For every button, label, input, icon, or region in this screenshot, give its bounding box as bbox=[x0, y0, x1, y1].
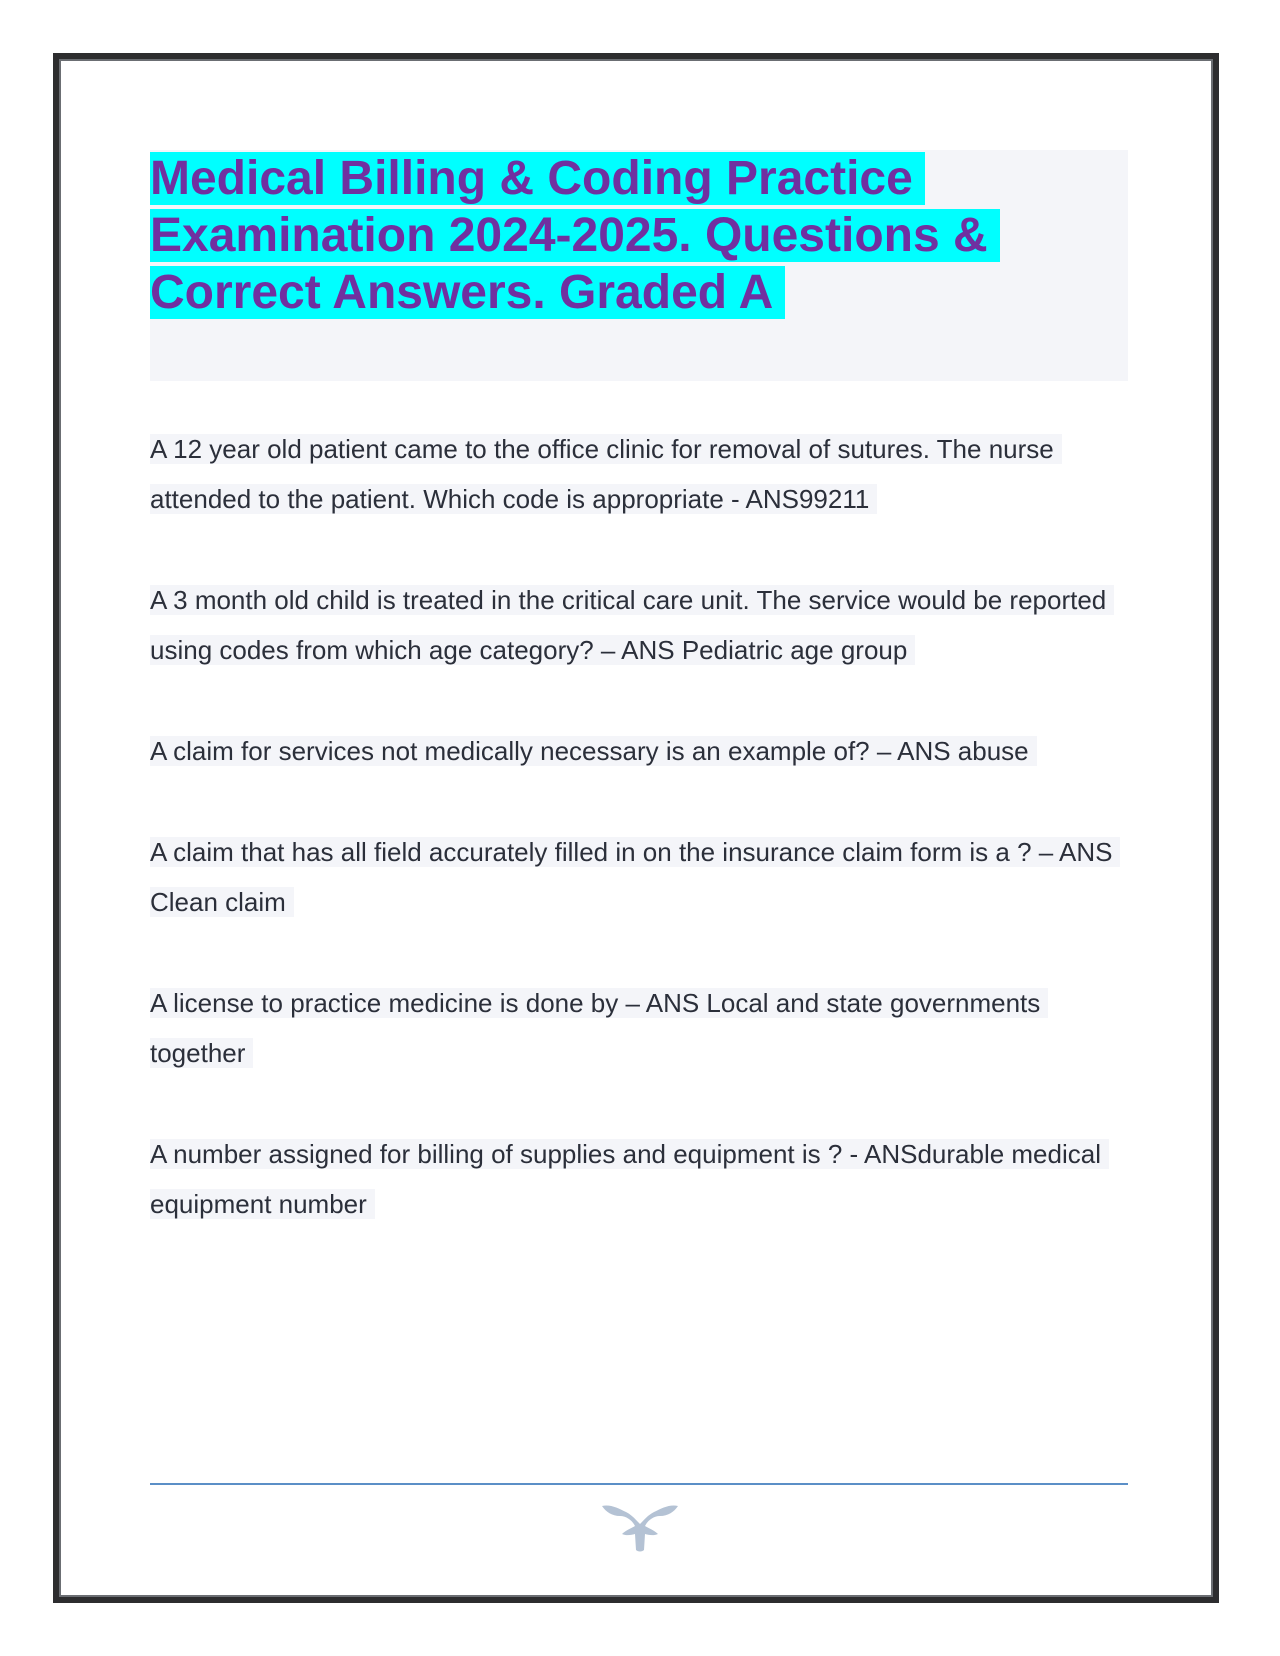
question-text: A number assigned for billing of supplies and equipment is ? - ANSdurable medical equipment number bbox=[150, 1139, 1109, 1219]
question-item-3 bbox=[150, 726, 1140, 776]
document-title-text: Medical Billing & Coding Practice Examination 2024-2025. Questions & Correct Answers. Graded A bbox=[150, 152, 1000, 319]
bird-logo-icon bbox=[600, 1498, 680, 1554]
question-item-6 bbox=[150, 1129, 1140, 1229]
question-item-5 bbox=[150, 978, 1140, 1078]
question-item-1 bbox=[150, 424, 1140, 524]
question-text: A claim that has all field accurately filled in on the insurance claim form is a ? – ANS Clean claim bbox=[150, 837, 1120, 917]
question-text: A 12 year old patient came to the office clinic for removal of sutures. The nurse attended to the patient. Which code is appropriate - ANS99211 bbox=[150, 434, 1062, 514]
question-text: A license to practice medicine is done by – ANS Local and state governments together bbox=[150, 988, 1048, 1068]
question-text: A claim for services not medically necessary is an example of? – ANS abuse bbox=[150, 736, 1037, 766]
footer-divider bbox=[150, 1483, 1128, 1485]
question-item-4 bbox=[150, 827, 1140, 927]
title-block bbox=[150, 150, 1128, 381]
question-list bbox=[150, 424, 1140, 1280]
question-item-2 bbox=[150, 575, 1140, 675]
document-title bbox=[150, 150, 1050, 321]
question-text: A 3 month old child is treated in the critical care unit. The service would be reported using codes from which age category? – ANS Pediatric age group bbox=[150, 585, 1114, 665]
